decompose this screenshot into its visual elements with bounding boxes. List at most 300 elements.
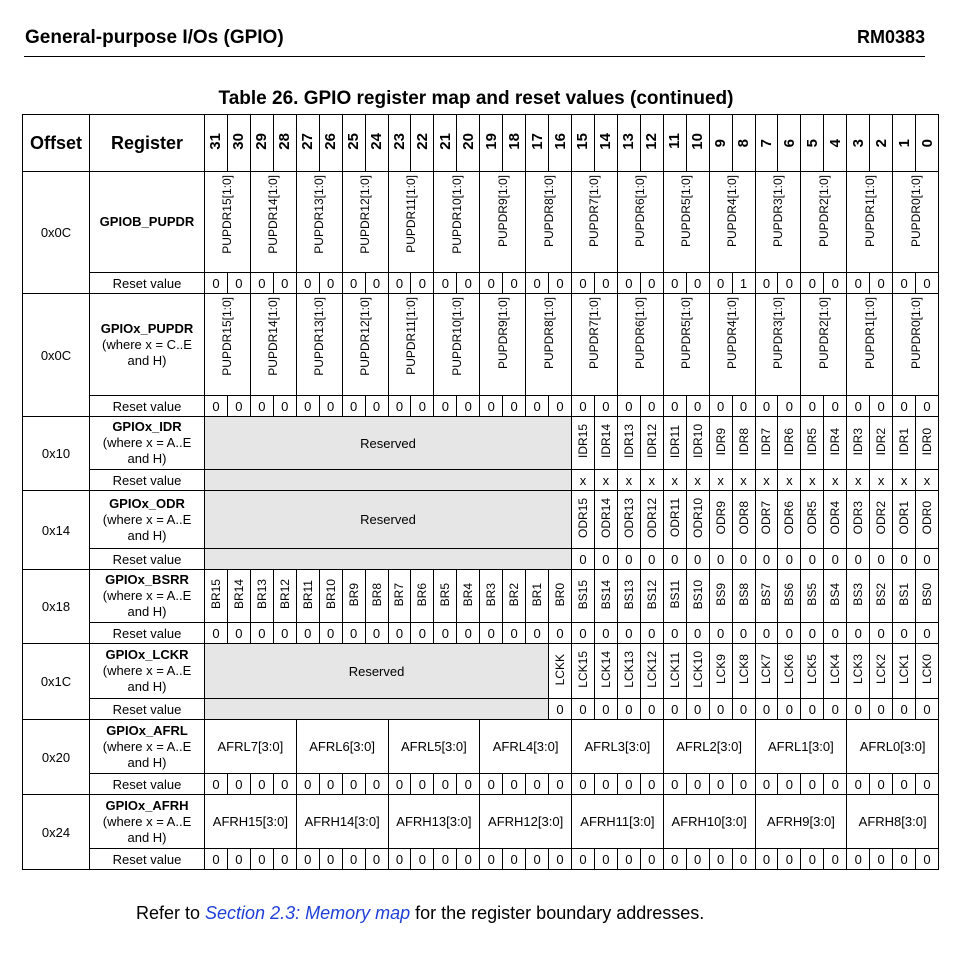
bit-number: 11	[666, 133, 684, 149]
field-cell	[778, 570, 801, 623]
reset-bit: 0	[640, 774, 663, 795]
reset-bit: 0	[411, 396, 434, 417]
bit-number: 7	[757, 139, 775, 148]
field-cell	[709, 417, 732, 470]
field-cell: AFRH15[3:0]	[205, 795, 297, 849]
field-cell: AFRL1[3:0]	[755, 720, 847, 774]
bit-header-1	[893, 115, 916, 172]
bit-header-2	[870, 115, 893, 172]
register-name-cell	[90, 720, 205, 774]
field-label: ODR2	[874, 501, 889, 535]
field-label: IDR6	[782, 427, 797, 456]
field-cell	[801, 491, 824, 549]
reset-bit: 0	[755, 273, 778, 294]
reset-bit: 0	[778, 774, 801, 795]
field-cell	[296, 294, 342, 396]
reset-bit: 0	[847, 699, 870, 720]
field-label: BS6	[782, 583, 797, 606]
register-name-cell	[90, 795, 205, 849]
field-label: BR2	[507, 582, 522, 607]
reset-bit: 0	[801, 849, 824, 870]
field-label: LCK9	[713, 654, 728, 685]
field-label: IDR10	[690, 424, 705, 459]
field-label: IDR13	[621, 424, 636, 459]
reset-bit: 0	[434, 623, 457, 644]
field-cell	[916, 570, 939, 623]
bit-number: 10	[689, 132, 707, 150]
reset-bit: 0	[250, 623, 273, 644]
field-cell	[778, 644, 801, 699]
reset-bit: 0	[273, 396, 296, 417]
bit-number: 25	[345, 132, 363, 150]
bit-header-26	[319, 115, 342, 172]
field-cell	[709, 172, 755, 273]
field-cell	[709, 570, 732, 623]
offset-cell: 0x10	[23, 417, 90, 491]
field-cell: AFRH10[3:0]	[663, 795, 755, 849]
offset-cell: 0x14	[23, 491, 90, 570]
field-cell	[640, 644, 663, 699]
reset-bit: 0	[617, 774, 640, 795]
field-label: LCK10	[690, 651, 705, 688]
reset-bit: 0	[847, 623, 870, 644]
field-cell	[663, 172, 709, 273]
register-note: (where x = A..E	[102, 588, 192, 603]
field-label: PUPDR7[1:0]	[587, 297, 602, 370]
field-label: PUPDR5[1:0]	[679, 175, 694, 248]
bit-number: 13	[620, 132, 638, 150]
field-cell	[342, 570, 365, 623]
offset-cell: 0x0C	[23, 172, 90, 294]
register-name-cell	[90, 417, 205, 470]
reset-bit: 0	[663, 699, 686, 720]
reset-bit: 0	[801, 623, 824, 644]
reset-bit: 0	[388, 396, 411, 417]
reset-bit: 0	[847, 774, 870, 795]
field-cell	[893, 570, 916, 623]
reset-bit: x	[572, 470, 595, 491]
field-label: BS9	[713, 583, 728, 606]
bit-number: 0	[918, 139, 936, 148]
field-label: IDR11	[667, 424, 682, 459]
reset-bit: 0	[250, 273, 273, 294]
reference-suffix: for the register boundary addresses.	[410, 903, 705, 923]
field-cell: AFRH8[3:0]	[847, 795, 939, 849]
field-label: BR12	[277, 579, 292, 610]
reset-bit: 0	[388, 273, 411, 294]
field-label: BR9	[346, 582, 361, 607]
field-label: IDR8	[736, 427, 751, 456]
reset-bit: 0	[549, 623, 572, 644]
field-cell	[755, 417, 778, 470]
field-label: BS1	[897, 583, 912, 606]
register-note: and H)	[127, 679, 167, 694]
field-label: PUPDR9[1:0]	[495, 297, 510, 370]
reset-bit: 0	[365, 396, 388, 417]
reset-bit: 0	[801, 396, 824, 417]
register-row-gpiox-idr	[23, 417, 939, 470]
reset-bit: 0	[342, 396, 365, 417]
field-label: IDR12	[644, 424, 659, 459]
field-cell	[411, 570, 434, 623]
register-note: and H)	[127, 604, 167, 619]
field-cell	[870, 644, 893, 699]
field-label: ODR14	[598, 497, 613, 538]
bit-number: 21	[436, 132, 454, 150]
field-cell	[365, 570, 388, 623]
reset-bit: 0	[296, 396, 319, 417]
field-label: ODR11	[667, 498, 682, 538]
field-label: BR5	[438, 582, 453, 607]
field-label: ODR3	[851, 501, 866, 535]
register-note: (where x = A..E	[102, 435, 192, 450]
field-cell	[686, 417, 709, 470]
reset-bit: 0	[870, 774, 893, 795]
reset-bit: 0	[663, 396, 686, 417]
field-cell	[549, 644, 572, 699]
field-label: BR13	[254, 579, 269, 610]
field-cell	[480, 172, 526, 273]
reset-bit: 0	[480, 849, 503, 870]
field-label: PUPDR14[1:0]	[266, 297, 281, 376]
offset-cell: 0x20	[23, 720, 90, 795]
bit-header-12	[640, 115, 663, 172]
reset-bit: 0	[503, 774, 526, 795]
field-label: BR3	[484, 582, 499, 607]
field-label: LCK11	[667, 651, 682, 688]
field-cell: AFRH13[3:0]	[388, 795, 480, 849]
field-label: PUPDR15[1:0]	[220, 175, 235, 254]
field-cell	[663, 491, 686, 549]
field-cell	[388, 294, 434, 396]
field-label: LCK0	[920, 654, 935, 685]
field-cell	[250, 294, 296, 396]
bit-header-17	[526, 115, 549, 172]
reset-bit: 0	[824, 549, 847, 570]
reset-bit: 0	[273, 623, 296, 644]
reset-bit: 0	[824, 774, 847, 795]
reset-bit: 0	[457, 396, 480, 417]
field-label: BR6	[415, 582, 430, 607]
reset-value-label: Reset value	[90, 774, 205, 795]
field-cell	[526, 172, 572, 273]
header-row	[23, 115, 939, 172]
field-label: BS10	[690, 579, 705, 610]
register-name: GPIOx_IDR	[112, 419, 182, 434]
field-label: ODR13	[621, 497, 636, 538]
reset-bit: 0	[732, 849, 755, 870]
bit-number: 30	[230, 132, 248, 150]
field-label: BS15	[575, 579, 590, 610]
field-cell	[434, 294, 480, 396]
reset-bit: 0	[663, 549, 686, 570]
field-label: PUPDR4[1:0]	[725, 175, 740, 248]
field-cell	[594, 644, 617, 699]
field-label: BR8	[369, 582, 384, 607]
field-cell	[434, 570, 457, 623]
reset-bit: 0	[709, 396, 732, 417]
field-cell	[572, 172, 618, 273]
field-label: LCK13	[621, 651, 636, 688]
field-cell	[572, 417, 595, 470]
field-label: PUPDR2[1:0]	[816, 175, 831, 248]
reset-bit: x	[916, 470, 939, 491]
bit-number: 20	[459, 132, 477, 150]
reset-bit: 0	[801, 549, 824, 570]
bit-number: 26	[322, 132, 340, 150]
field-label: LCK6	[782, 654, 797, 685]
reset-bit: 0	[365, 273, 388, 294]
reset-bit: 0	[342, 273, 365, 294]
reset-row	[23, 273, 939, 294]
bit-header-14	[594, 115, 617, 172]
reset-bit: 0	[342, 849, 365, 870]
reset-bit: 0	[893, 849, 916, 870]
field-cell: AFRL3[3:0]	[572, 720, 664, 774]
field-cell	[732, 570, 755, 623]
reset-bit: x	[732, 470, 755, 491]
reset-bit: x	[824, 470, 847, 491]
field-label: LCK7	[759, 654, 774, 685]
reset-bit: 0	[663, 774, 686, 795]
field-cell: AFRL0[3:0]	[847, 720, 939, 774]
reset-bit: 0	[594, 273, 617, 294]
reset-bit: 0	[594, 396, 617, 417]
field-label: ODR5	[805, 501, 820, 535]
reset-bit: 0	[594, 549, 617, 570]
reset-bit: x	[870, 470, 893, 491]
field-label: PUPDR9[1:0]	[495, 175, 510, 248]
reset-bit: 0	[893, 273, 916, 294]
field-label: PUPDR6[1:0]	[633, 175, 648, 248]
reset-bit: 0	[916, 549, 939, 570]
field-cell	[686, 491, 709, 549]
reset-bit: 0	[250, 849, 273, 870]
bit-number: 9	[712, 139, 730, 148]
reset-row	[23, 774, 939, 795]
register-name-cell	[90, 491, 205, 549]
reset-bit: 0	[594, 699, 617, 720]
reset-value-label: Reset value	[90, 549, 205, 570]
reset-bit: 0	[227, 774, 250, 795]
table-caption: Table 26. GPIO register map and reset values (continued)	[218, 88, 734, 109]
reset-bit: 0	[227, 396, 250, 417]
field-label: IDR1	[897, 427, 912, 456]
field-label: BS11	[667, 580, 682, 609]
register-name: GPIOx_LCKR	[105, 647, 189, 662]
field-label: PUPDR12[1:0]	[358, 297, 373, 376]
field-cell	[755, 570, 778, 623]
reset-bit: 0	[319, 849, 342, 870]
field-cell: AFRL5[3:0]	[388, 720, 480, 774]
field-label: IDR9	[713, 427, 728, 456]
reset-bit: 0	[296, 273, 319, 294]
field-cell	[663, 570, 686, 623]
offset-cell: 0x24	[23, 795, 90, 870]
bit-number: 4	[826, 139, 844, 148]
field-cell	[732, 644, 755, 699]
reset-bit: 0	[480, 774, 503, 795]
bit-number: 1	[895, 139, 913, 148]
reset-bit: 0	[870, 849, 893, 870]
reset-bit: 0	[319, 396, 342, 417]
field-label: LCK14	[598, 651, 613, 688]
register-note: and H)	[127, 352, 167, 368]
reset-bit: 0	[640, 273, 663, 294]
reset-bit: 0	[663, 273, 686, 294]
reset-bit: 0	[411, 273, 434, 294]
reset-bit: 0	[526, 273, 549, 294]
reset-bit: 0	[847, 273, 870, 294]
reserved-block: Reserved	[205, 644, 549, 699]
register-note: and H)	[127, 527, 167, 543]
reset-bit: 0	[617, 623, 640, 644]
field-cell	[640, 417, 663, 470]
reset-bit: 0	[549, 849, 572, 870]
reset-bit: 0	[411, 774, 434, 795]
register-row-gpiox-afrl	[23, 720, 939, 774]
field-label: BR7	[392, 582, 407, 607]
bit-number: 12	[643, 132, 661, 150]
document-id: RM0383	[856, 27, 925, 47]
bit-header-31	[205, 115, 228, 172]
reference-note	[136, 903, 704, 924]
register-name: GPIOx_PUPDR	[100, 320, 194, 336]
field-label: PUPDR12[1:0]	[358, 175, 373, 254]
reset-bit: 0	[572, 774, 595, 795]
reset-bit: 0	[709, 774, 732, 795]
reset-bit: 0	[847, 849, 870, 870]
reserved-reset	[205, 699, 549, 720]
field-label: BS3	[851, 583, 866, 606]
field-label: BR10	[323, 579, 338, 610]
reset-bit: 0	[916, 849, 939, 870]
offset-header: Offset	[23, 115, 90, 172]
field-cell	[801, 644, 824, 699]
reset-bit: 0	[709, 549, 732, 570]
reset-bit: 0	[686, 549, 709, 570]
field-cell	[342, 294, 388, 396]
reset-bit: 0	[824, 273, 847, 294]
bit-number: 3	[849, 139, 867, 148]
field-cell	[572, 570, 595, 623]
reset-bit: 0	[870, 699, 893, 720]
field-cell	[617, 644, 640, 699]
field-cell	[319, 570, 342, 623]
field-label: BS7	[759, 583, 774, 606]
field-cell	[457, 570, 480, 623]
field-label: PUPDR13[1:0]	[312, 175, 327, 254]
field-cell	[663, 417, 686, 470]
reset-bit: 0	[663, 623, 686, 644]
field-cell	[594, 570, 617, 623]
bit-header-25	[342, 115, 365, 172]
reset-bit: 0	[847, 396, 870, 417]
reset-bit: 0	[824, 396, 847, 417]
reset-bit: 0	[663, 849, 686, 870]
reserved-reset	[205, 549, 572, 570]
bit-header-20	[457, 115, 480, 172]
gpio-register-map-table	[22, 114, 939, 870]
register-row-gpiox-afrh	[23, 795, 939, 849]
reset-bit: 0	[365, 774, 388, 795]
field-cell	[893, 417, 916, 470]
reset-bit: 0	[893, 774, 916, 795]
field-label: BS2	[874, 583, 889, 606]
reset-bit: 0	[709, 273, 732, 294]
field-cell: AFRL2[3:0]	[663, 720, 755, 774]
field-label: ODR9	[713, 501, 728, 535]
register-note: and H)	[127, 451, 167, 466]
bit-header-18	[503, 115, 526, 172]
reset-bit: 0	[227, 849, 250, 870]
reset-bit: 0	[640, 699, 663, 720]
field-label: PUPDR15[1:0]	[220, 297, 235, 376]
memory-map-link[interactable]: Section 2.3: Memory map	[205, 903, 411, 923]
reset-bit: 0	[709, 849, 732, 870]
reset-bit: 0	[686, 699, 709, 720]
header-rule	[24, 56, 925, 57]
field-label: ODR0	[920, 501, 935, 535]
bit-number: 2	[872, 139, 890, 148]
page-header-title: General-purpose I/Os (GPIO)	[25, 27, 284, 48]
reset-bit: 0	[755, 396, 778, 417]
offset-cell: 0x1C	[23, 644, 90, 720]
field-cell	[755, 644, 778, 699]
reset-bit: 0	[457, 623, 480, 644]
offset-cell: 0x18	[23, 570, 90, 644]
field-cell	[893, 294, 939, 396]
reset-bit: 0	[916, 273, 939, 294]
register-name-cell	[90, 570, 205, 623]
field-label: PUPDR10[1:0]	[449, 175, 464, 254]
field-label: LCK12	[644, 651, 659, 688]
reset-bit: 0	[755, 549, 778, 570]
reset-bit: 0	[503, 849, 526, 870]
bit-header-5	[801, 115, 824, 172]
reset-bit: 0	[480, 273, 503, 294]
bit-header-28	[273, 115, 296, 172]
field-label: LCK2	[874, 654, 889, 685]
field-label: LCK3	[851, 654, 866, 685]
reset-bit: 0	[205, 623, 228, 644]
field-cell	[847, 294, 893, 396]
field-cell: AFRL6[3:0]	[296, 720, 388, 774]
field-label: IDR3	[851, 427, 866, 456]
bit-header-30	[227, 115, 250, 172]
field-label: LCK4	[828, 654, 843, 685]
reserved-reset	[205, 470, 572, 491]
reset-bit: x	[663, 470, 686, 491]
field-label: PUPDR1[1:0]	[862, 175, 877, 248]
field-cell	[870, 491, 893, 549]
register-name: GPIOx_AFRH	[105, 797, 189, 813]
reset-bit: 0	[572, 699, 595, 720]
bit-header-7	[755, 115, 778, 172]
reset-bit: 0	[824, 699, 847, 720]
field-cell	[617, 417, 640, 470]
field-label: PUPDR6[1:0]	[633, 297, 648, 370]
field-cell	[824, 417, 847, 470]
field-cell	[847, 491, 870, 549]
reset-bit: 0	[870, 549, 893, 570]
reset-bit: 0	[686, 849, 709, 870]
reset-row	[23, 396, 939, 417]
reset-bit: 0	[778, 273, 801, 294]
field-cell	[732, 491, 755, 549]
reset-bit: 0	[801, 774, 824, 795]
reset-bit: 1	[732, 273, 755, 294]
